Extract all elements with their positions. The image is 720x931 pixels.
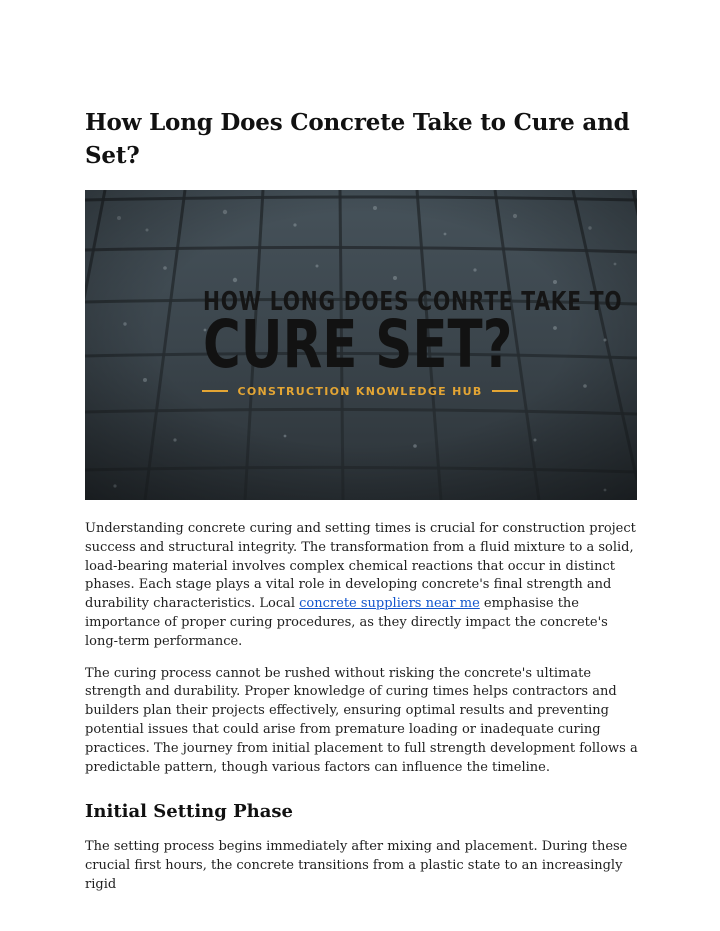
paragraph-intro-text-end: emphasise the importance of proper curing procedures, as they directly impact the concrete's long-term performance. <box>85 596 608 649</box>
article <box>85 106 638 895</box>
divider-left <box>202 390 228 392</box>
section-heading: Initial Setting Phase <box>85 801 293 823</box>
hero-headline-main: CURE SET? <box>203 306 513 383</box>
concrete-suppliers-link[interactable]: concrete suppliers near me <box>299 596 480 612</box>
hero-subtitle: CONSTRUCTION KNOWLEDGE HUB <box>237 384 483 398</box>
article-title: How Long Does Concrete Take to Cure and Set? <box>85 109 630 169</box>
paragraph-setting: The setting process begins immediately after mixing and placement. During these crucial first hours, the concrete transitions from a plastic state to an increasingly rigid <box>85 839 628 892</box>
hero-image <box>85 190 637 500</box>
hero-subtitle-bar <box>202 383 518 399</box>
paragraph-intro <box>85 520 638 652</box>
paragraph-intro-text: Understanding concrete curing and setting times is crucial for construction project success and structural integrity. The transformation from a fluid mixture to a solid, load-bearing material involves complex chemical reactions that occur in distinct phases. Each stage plays a vital role in developing concrete's final strength and durability characteristics. Local <box>85 521 636 612</box>
paragraph-curing: The curing process cannot be rushed without risking the concrete's ultimate strength and durability. Proper knowledge of curing times helps contractors and builders plan their projects effectively, ensuring optimal results and preventing potential issues that could arise from premature loading or inadequate curing practices. The journey from initial placement to full strength development follows a predictable pattern, though various factors can influence the timeline. <box>85 665 638 775</box>
hero-headline-top: HOW LONG DOES CONRTE TAKE TO <box>203 287 623 317</box>
divider-right <box>492 390 518 392</box>
